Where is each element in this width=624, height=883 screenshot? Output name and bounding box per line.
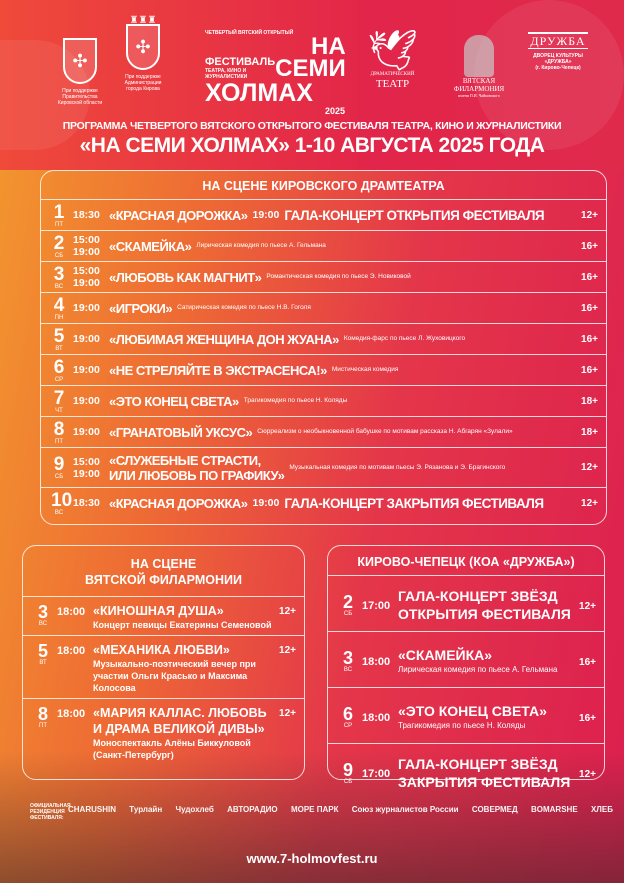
schedule-row (23, 596, 304, 635)
sponsor-logo: ХЛЕБ (590, 805, 613, 814)
age-rating: 12+ (279, 645, 296, 656)
logo-text: (г. Кирово-Чепецк) (535, 65, 581, 71)
day-number: 5 (53, 325, 65, 347)
event-description: Лирическая комедия по пьесе А. Гельмана (398, 664, 558, 674)
day-of-week: ВС (343, 666, 353, 673)
day-number: 5 (37, 641, 48, 661)
age-rating: 16+ (581, 240, 598, 252)
drama-theatre-logo (365, 30, 420, 90)
date (340, 649, 356, 673)
day-of-week: СР (54, 376, 64, 383)
logo-caption: При поддержке Правительства Кировской области (57, 88, 103, 106)
day-of-week: СБ (54, 252, 64, 259)
website-link[interactable]: www.7-holmovfest.ru (246, 851, 378, 866)
event-info (398, 755, 579, 791)
day-of-week: СР (343, 722, 353, 729)
day-number: 8 (53, 418, 65, 440)
age-rating: 12+ (279, 708, 296, 719)
day-of-week: ПТ (55, 221, 63, 228)
day-number: 9 (53, 454, 65, 475)
event-title: «ГРАНАТОВЫЙ УКСУС» (109, 424, 253, 440)
logo-text: имени П.И. Чайковского (458, 93, 500, 98)
date (51, 327, 67, 352)
logo-text: ДВОРЕЦ КУЛЬТУРЫ «ДРУЖБА» (533, 53, 583, 65)
showtimes (73, 364, 109, 376)
showtime: 19:00 (73, 467, 100, 480)
schedule-row (41, 416, 606, 447)
event-title: ГАЛА-КОНЦЕРТ ЗВЁЗД ОТКРЫТИЯ ФЕСТИВАЛЯ (398, 587, 571, 622)
festival-pre: ЧЕТВЕРТЫЙ ВЯТСКИЙ ОТКРЫТЫЙ (205, 30, 294, 36)
event-description: Музыкальная комедия по мотивам пьесы Э. Рязанова и Э. Брагинского (289, 463, 506, 471)
program-title: ПРОГРАММА ЧЕТВЕРТОГО ВЯТСКОГО ОТКРЫТОГО ФЕСТИВАЛЯ ТЕАТРА, КИНО И ЖУРНАЛИСТИКИ (62, 120, 562, 132)
age-rating: 12+ (579, 600, 596, 612)
event-description: Лирическая комедия по пьесе А. Гельмана (196, 242, 326, 249)
day-number: 7 (53, 387, 65, 409)
event-description: Комедия-фарс по пьесе Л. Жуховицкого (343, 335, 466, 342)
event-title: «КРАСНАЯ ДОРОЖКА» (109, 495, 248, 511)
showtime: 19:00 (73, 395, 100, 407)
date (51, 455, 67, 480)
date (340, 761, 356, 785)
day-number: 1 (53, 201, 65, 223)
schedule-row (41, 447, 606, 487)
event-title: «ЭТО КОНЕЦ СВЕТА» (398, 702, 547, 719)
festival-logo (205, 30, 345, 116)
event-title: «КРАСНАЯ ДОРОЖКА» (109, 207, 248, 223)
logo-text: ВЯТСКАЯ (462, 77, 496, 85)
showtimes (73, 265, 109, 289)
showtime: 18:00 (362, 656, 391, 668)
bird-icon: 🕊 (367, 28, 418, 73)
showtime: 19:00 (73, 302, 100, 314)
event-title: «ИГРОКИ» (109, 300, 173, 316)
event-title-line2: ИЛИ ЛЮБОВЬ ПО ГРАФИКУ» (109, 467, 285, 483)
event-description: Романтическая комедия по пьесе Э. Новиковой (266, 273, 411, 280)
title-block (109, 453, 284, 483)
schedule-row (41, 323, 606, 354)
showtime: 15:00 (73, 234, 100, 246)
day-of-week: ЧТ (55, 407, 63, 414)
date (51, 234, 67, 259)
age-rating: 16+ (581, 302, 598, 314)
event-info (93, 642, 279, 694)
logo-caption: При поддержке Администрации города Кирова (124, 74, 162, 92)
coat-of-arms-icon: ✣ (63, 38, 97, 84)
age-rating: 16+ (581, 364, 598, 376)
showtime: 18:00 (362, 712, 391, 724)
section-heading: КИРОВО-ЧЕПЕЦК (КОА «ДРУЖБА») (357, 555, 575, 569)
schedule-row (41, 261, 606, 292)
festival-sub: ТЕАТРА, КИНО И ЖУРНАЛИСТИКИ (205, 68, 248, 80)
schedule-row (23, 635, 304, 698)
event-info (398, 587, 579, 623)
showtime: 19:00 (73, 277, 100, 289)
day-number: 9 (342, 759, 353, 780)
druzhba-logo (522, 32, 594, 71)
kirov-oblast-logo (55, 38, 105, 106)
festival-word: ФЕСТИВАЛЬ (205, 56, 276, 68)
showtimes (73, 209, 109, 221)
sponsor-logos (68, 805, 613, 814)
event-description: Музыкально-поэтический вечер при участии Ольги Красько и Максима Колосова (93, 659, 256, 693)
kirovo-chepetsk-schedule (327, 545, 605, 790)
event-info (93, 705, 279, 761)
sponsor-logo: АВТОРАДИО (227, 805, 278, 814)
event-info (93, 603, 279, 631)
schedule-row (328, 575, 604, 631)
day-number: 2 (342, 591, 353, 612)
showtime: 15:00 (73, 265, 100, 277)
day-of-week: ВС (54, 283, 64, 290)
section-heading: НА СЦЕНЕ (130, 557, 197, 571)
date (340, 593, 356, 617)
schedule-row (41, 230, 606, 261)
schedule-row (328, 743, 604, 799)
druzhba-mark: ДРУЖБА (528, 32, 588, 49)
showtimes (73, 333, 109, 345)
age-rating: 12+ (581, 209, 598, 221)
date (35, 603, 51, 631)
day-number: 4 (53, 294, 65, 316)
age-rating: 18+ (581, 395, 598, 407)
sponsor-logo: CHARUSHIN (68, 805, 116, 814)
event-title: «ЛЮБИМАЯ ЖЕНЩИНА ДОН ЖУАНА» (109, 331, 339, 347)
sponsor-logo: Чудохлеб (175, 805, 214, 814)
event-description: Сатирическая комедия по пьесе Н.В. Гоголя (177, 304, 311, 311)
date (51, 389, 67, 414)
showtime-2: 19:00 (252, 497, 280, 509)
age-rating: 16+ (581, 271, 598, 283)
showtimes (73, 395, 109, 407)
age-rating: 12+ (279, 606, 296, 617)
showtimes (73, 302, 109, 314)
day-of-week: ПТ (55, 438, 63, 445)
showtime: 15:00 (73, 455, 100, 468)
sponsor-logo: СОВЕРМЕД (471, 805, 518, 814)
day-number: 8 (37, 704, 48, 724)
sponsor-logo: BOMARSHE (530, 805, 578, 814)
day-of-week: СБ (343, 778, 353, 785)
drama-theatre-schedule (40, 170, 607, 525)
event-description: Сюрреализм о необыкновенной бабушке по мотивам рассказа Н. Абгарян «Зулали» (257, 428, 513, 435)
event-description: Моноспектакль Алёны Биккуловой (Санкт-Петербург) (93, 738, 251, 760)
festival-year: 2025 (324, 106, 345, 116)
showtime: 18:00 (57, 645, 86, 657)
event-title: ГАЛА-КОНЦЕРТ ЗВЁЗД ЗАКРЫТИЯ ФЕСТИВАЛЯ (398, 755, 571, 790)
event-info (398, 702, 579, 732)
philharmonic-schedule (22, 545, 305, 780)
day-of-week: СБ (343, 610, 353, 617)
schedule-row (41, 199, 606, 230)
showtime: 19:00 (73, 333, 100, 345)
event-title: «ЛЮБОВЬ КАК МАГНИТ» (109, 269, 262, 285)
age-rating: 12+ (581, 462, 598, 473)
day-number: 10 (51, 489, 73, 511)
event-title: «НЕ СТРЕЛЯЙТЕ В ЭКСТРАСЕНСА!» (109, 362, 327, 378)
event-info (398, 646, 579, 676)
age-rating: 16+ (579, 712, 596, 724)
showtime: 17:00 (362, 600, 391, 612)
festival-big: ХОЛМАХ (205, 79, 313, 107)
day-of-week: ПН (54, 314, 64, 321)
logo-text: ДРАМАТИЧЕСКИЙ (370, 72, 415, 77)
showtime-2: 19:00 (252, 209, 280, 221)
day-number: 2 (53, 232, 65, 254)
day-of-week: СБ (54, 474, 64, 480)
showtime: 17:00 (362, 768, 391, 780)
date (51, 296, 67, 321)
event-description: Трагикомедия по пьесе Н. Коляды (243, 397, 348, 404)
showtimes (73, 426, 109, 438)
portrait-icon (464, 35, 494, 77)
festival-big: СЕМИ (275, 55, 346, 82)
day-of-week: ВС (54, 509, 64, 516)
age-rating: 12+ (579, 768, 596, 780)
day-of-week: ВТ (55, 345, 63, 352)
kirov-city-logo (118, 15, 168, 92)
date (51, 489, 73, 516)
schedule-row (41, 354, 606, 385)
showtime: 19:00 (73, 426, 100, 438)
day-of-week: ВТ (39, 660, 47, 666)
date (340, 705, 356, 729)
day-number: 3 (53, 263, 65, 285)
day-number: 3 (37, 602, 48, 622)
showtime: 18:30 (73, 497, 100, 509)
showtime: 18:30 (73, 209, 100, 221)
day-of-week: ВС (38, 621, 48, 627)
date (51, 203, 67, 228)
day-of-week: ПТ (39, 723, 47, 729)
coat-of-arms-icon: ✣ (126, 24, 160, 70)
schedule-row (328, 687, 604, 743)
event-title: «ЭТО КОНЕЦ СВЕТА» (109, 393, 239, 409)
program-subtitle: «НА СЕМИ ХОЛМАХ» 1-10 АВГУСТА 2025 ГОДА (79, 134, 545, 157)
event-title: «МАРИЯ КАЛЛАС. ЛЮБОВЬ И ДРАМА ВЕЛИКОЙ ДИВЫ» (93, 706, 267, 736)
sponsor-logo: Турлайн (129, 805, 163, 814)
day-number: 6 (342, 703, 353, 724)
age-rating: 12+ (581, 497, 598, 509)
date (51, 265, 67, 290)
sponsor-logo: МОРЕ ПАРК (290, 805, 339, 814)
age-rating: 18+ (581, 426, 598, 438)
schedule-row (41, 385, 606, 416)
schedule-row (41, 487, 606, 518)
event-title: «КИНОШНАЯ ДУША» (93, 604, 224, 618)
date (35, 705, 51, 761)
residence-label: ОФИЦИАЛЬНАЯ РЕЗИДЕНЦИЯ ФЕСТИВАЛЯ: (30, 803, 71, 821)
showtime: 19:00 (73, 364, 100, 376)
showtimes (73, 456, 109, 480)
showtime: 18:00 (57, 606, 86, 618)
date (51, 420, 67, 445)
event-description: Мистическая комедия (331, 366, 399, 373)
schedule-row (328, 631, 604, 687)
age-rating: 16+ (581, 333, 598, 345)
event-title: «СКАМЕЙКА» (109, 238, 192, 254)
showtime: 18:00 (57, 708, 86, 720)
event-title-2: ГАЛА-КОНЦЕРТ ОТКРЫТИЯ ФЕСТИВАЛЯ (284, 207, 545, 223)
philharmonic-logo (448, 35, 510, 99)
event-title: «МЕХАНИКА ЛЮБВИ» (93, 643, 230, 657)
schedule-row (41, 292, 606, 323)
schedule-row (23, 698, 304, 765)
showtimes (73, 497, 109, 509)
crown-icon: ♜♜♜ (129, 15, 157, 26)
event-description: Трагикомедия по пьесе Н. Коляды (398, 720, 526, 730)
day-number: 6 (53, 356, 65, 378)
event-title: «СЛУЖЕБНЫЕ СТРАСТИ, (109, 452, 261, 468)
date (51, 358, 67, 383)
event-title: «СКАМЕЙКА» (398, 646, 493, 663)
sponsor-logo: Союз журналистов России (351, 805, 459, 814)
logo-text: ФИЛАРМОНИЯ (453, 85, 505, 93)
event-description: Концерт певицы Екатерины Семеновой (93, 620, 272, 630)
section-heading: ВЯТСКОЙ ФИЛАРМОНИИ (85, 573, 242, 587)
showtime: 19:00 (73, 246, 100, 258)
festival-big: НА (311, 33, 346, 60)
event-title-2: ГАЛА-КОНЦЕРТ ЗАКРЫТИЯ ФЕСТИВАЛЯ (284, 495, 544, 511)
date (35, 642, 51, 694)
age-rating: 16+ (579, 656, 596, 668)
logo-text: ТЕАТР (375, 78, 410, 90)
day-number: 3 (342, 647, 353, 668)
section-heading: НА СЦЕНЕ КИРОВСКОГО ДРАМТЕАТРА (202, 179, 445, 193)
showtimes (73, 234, 109, 258)
